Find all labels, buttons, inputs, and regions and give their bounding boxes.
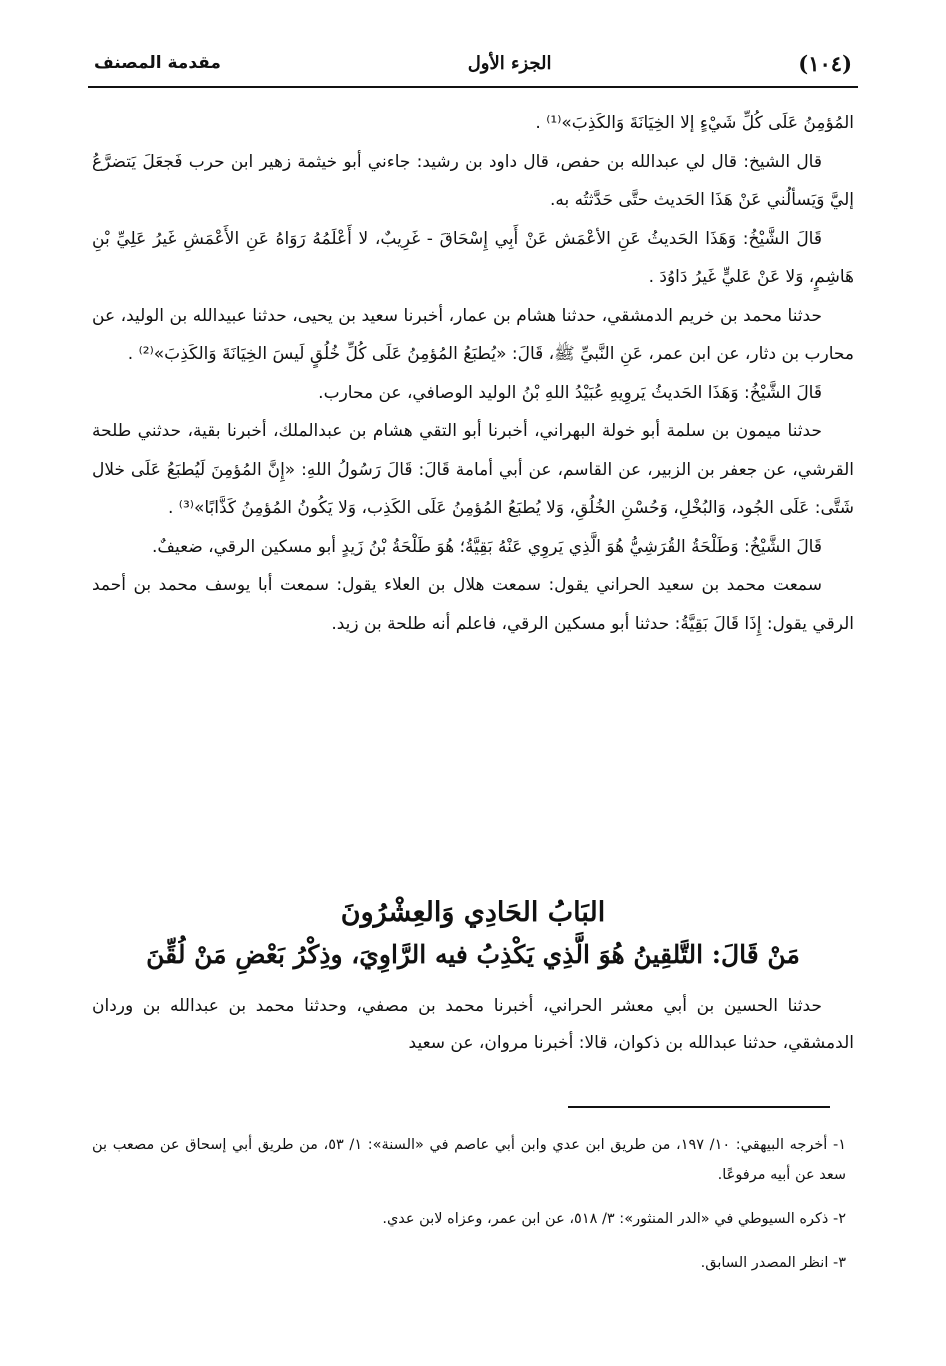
chapter-heading [92,892,854,976]
paragraph: قَالَ الشَّيْخُ: وَهَذَا الحَديثُ عَنِ الأعْمَش عَنْ أَبِي إِسْحَاقَ - غَرِيبٌ، لا أَعْلَمُهُ رَوَاهُ عَنِ الأَعْمَشِ غَيرُ عَلِيِّ بْنِ هَاشِمٍ، وَلا عَنْ عَليٍّ غَيرُ دَاوُدَ . [92,228,854,287]
paragraph: قال الشيخ: قال لي عبدالله بن حفص، قال داود بن رشيد: جاءني أبو خيثمة زهير ابن حرب فَجعَلَ يَتضرَّعُ إليَّ وَيَسألُني عَنْ هَذَا الحَديث حتَّى حَدَّثتُه به. [92,151,854,210]
paragraph: سمعت محمد بن سعيد الحراني يقول: سمعت هلال بن العلاء يقول: سمعت أبا يوسف محمد بن أحمد الرقي يقول: إِذَا قَالَ بَقِيَّةُ: حدثنا أبو مسكين الرقي، فاعلم أنه طلحة بن زيد. [92,575,854,634]
footnote-divider [568,1106,830,1108]
paragraph: حدثنا محمد بن خريم الدمشقي، حدثنا هشام بن عمار، أخبرنا سعيد بن يحيى، حدثنا عبيدالله بن الوليد، عن محارب بن دثار، عن ابن عمر، عَنِ النَّبيِّ ﷺ، قَالَ: «يُطبَعُ المُؤمِنُ عَلَى كُلِّ خُلُقٍ لَيسَ الخِيَانَةَ وَالكَذِبَ»⁽²⁾ . [92,305,854,364]
chapter-title: البَابُ الحَادِي وَالعِشْرُونَ [340,897,606,928]
paragraph: حدثنا ميمون بن سلمة أبو خولة البهراني، أخبرنا أبو التقي هشام بن عبدالملك، أخبرنا بقية، حدثني طلحة القرشي، عن جعفر بن الزبير، عن القاسم، عن أبي أمامة قَالَ: قَالَ رَسُولُ اللهِ: «إِنَّ المُؤمِنَ لَيُطبَعُ عَلَى خلال شَتَّى: عَلَى الجُود، وَالبُخْلِ، وَحُسْنِ الخُلُقِ، وَلا يُطبَعُ المُؤمِنُ عَلَى الكَذِب، وَلا يَكُونُ المُؤمِنُ كَذَّابًا»⁽³⁾ . [92,421,854,518]
page-number: (١٠٤) [798,50,852,76]
footnote: ٢- ذكره السيوطي في «الدر المنثور»: ٣/ ٥١٨، عن ابن عمر، وعزاه لابن عدي. [382,1211,846,1227]
footnotes [92,1130,846,1292]
paragraph: قَالَ الشَّيْخُ: وَطَلْحَةُ القُرَشِيُّ هُوَ الَّذِي يَروِي عَنْهُ بَقِيَّةُ؛ هُوَ طَلْحَةُ بْنُ زَيدٍ أبو مسكين الرقي، ضعيفٌ. [152,536,822,557]
section-title: مقدمة المصنف [94,53,221,73]
chapter-subtitle: مَنْ قَالَ: التَّلقِينُ هُوَ الَّذِي يَكْذِبُ فيه الرَّاوِيَ، وذِكْرُ بَعْضِ مَنْ لُقِّنَ [146,940,800,969]
paragraph: قَالَ الشَّيْخُ: وَهَذَا الحَديثُ يَروِيهِ عُبَيْدُ اللهِ بْنُ الوليد الوصافي، عن محارب. [318,382,822,403]
paragraph: المُؤمِنُ عَلَى كُلِّ شَيْءٍ إلا الخِيَانَةَ وَالكَذِبَ»⁽¹⁾ . [535,113,854,133]
volume-title: الجزء الأول [467,52,552,74]
chapter-text [92,988,854,1062]
main-text [92,104,854,643]
page-header [88,40,858,88]
footnote: ١- أخرجه البيهقي: ١٠/ ١٩٧، من طريق ابن عدي وابن أبي عاصم في «السنة»: ١/ ٥٣، من طريق أبي إسحاق عن مصعب بن سعد عن أبيه مرفوعًا. [92,1137,846,1183]
paragraph: حدثنا الحسين بن أبي معشر الحراني، أخبرنا محمد بن مصفي، وحدثنا محمد بن عبدالله بن وردان الدمشقي، حدثنا عبدالله بن ذكوان، قالا: أخبرنا مروان، عن سعيد [92,996,854,1053]
footnote: ٣- انظر المصدر السابق. [700,1255,846,1271]
